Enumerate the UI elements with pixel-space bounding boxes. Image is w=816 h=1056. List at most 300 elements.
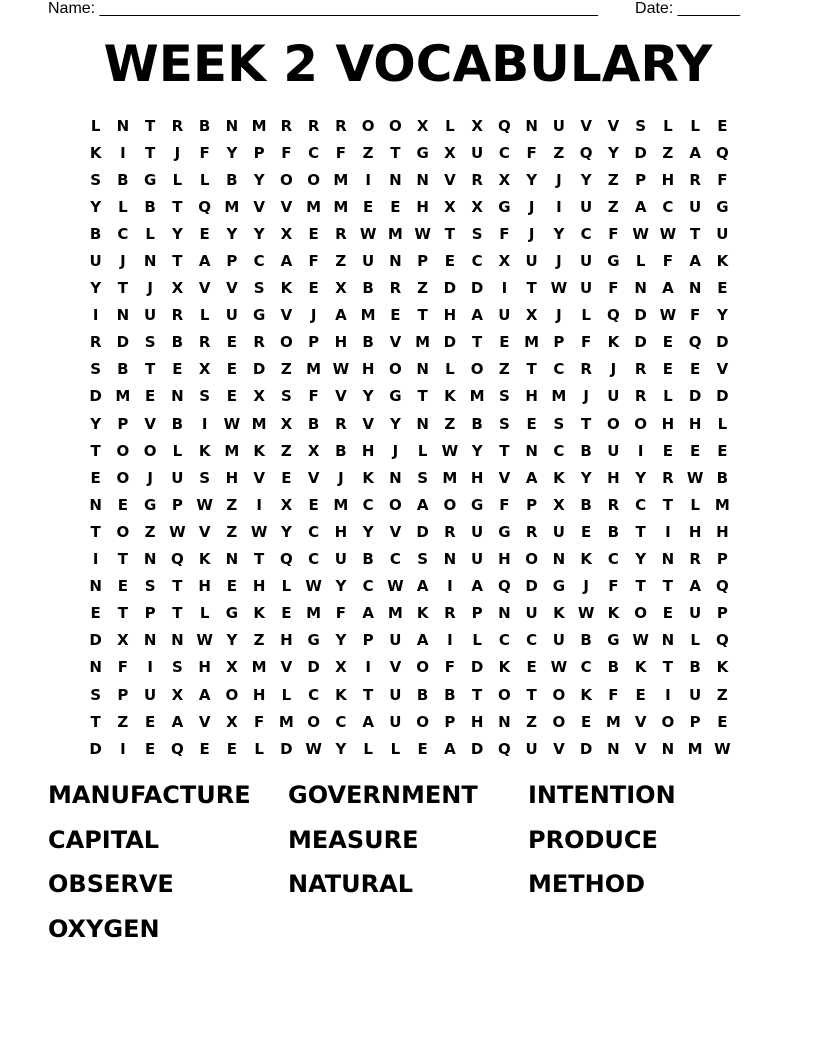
grid-letter: E	[90, 604, 101, 623]
grid-letter: M	[278, 712, 294, 731]
grid-letter: V	[198, 279, 211, 298]
grid-letter: O	[279, 333, 293, 352]
grid-letter: J	[556, 252, 562, 271]
grid-letter: R	[471, 170, 483, 189]
grid-letter: O	[525, 550, 538, 569]
grid-letter: D	[716, 333, 729, 352]
grid-letter: O	[116, 441, 130, 460]
grid-letter: B	[362, 333, 374, 352]
grid-letter: L	[199, 604, 210, 623]
grid-letter: D	[443, 279, 457, 298]
grid-letter: U	[389, 685, 402, 704]
grid-letter: X	[280, 414, 293, 433]
grid-letter: Y	[526, 170, 538, 189]
grid-letter: M	[306, 360, 322, 379]
grid-letter: R	[662, 468, 674, 487]
grid-letter: T	[390, 143, 401, 162]
grid-letter: K	[416, 604, 429, 623]
grid-letter: O	[307, 712, 320, 731]
grid-letter: N	[389, 468, 402, 487]
grid-letter: P	[226, 252, 238, 271]
grid-letter: E	[90, 468, 101, 487]
grid-letter: R	[307, 116, 320, 135]
grid-row	[82, 220, 736, 247]
grid-letter: K	[607, 333, 620, 352]
grid-letter: K	[580, 550, 592, 569]
grid-letter: C	[117, 224, 129, 243]
grid-letter: T	[581, 414, 592, 433]
grid-letter: W	[305, 739, 322, 758]
grid-letter: B	[362, 279, 374, 298]
grid-letter: R	[335, 116, 347, 135]
grid-letter: A	[416, 495, 429, 514]
grid-letter: W	[714, 739, 731, 758]
grid-letter: H	[607, 468, 620, 487]
date-field-label[interactable]: Date: _______	[635, 0, 740, 17]
name-field-label[interactable]: Name: ________________________________________________________	[48, 0, 598, 17]
word-list-item: INTENTION	[528, 781, 676, 809]
grid-letter: V	[198, 712, 211, 731]
grid-letter: Y	[553, 224, 565, 243]
grid-letter: T	[172, 197, 183, 216]
grid-letter: W	[686, 468, 704, 487]
grid-letter: T	[117, 604, 128, 623]
grid-letter: E	[281, 468, 292, 487]
grid-letter: V	[226, 279, 238, 298]
grid-letter: F	[308, 387, 319, 406]
grid-letter: X	[444, 197, 456, 216]
grid-letter: T	[145, 143, 156, 162]
grid-letter: F	[581, 333, 592, 352]
grid-letter: W	[196, 495, 213, 514]
grid-letter: D	[307, 658, 320, 677]
grid-letter: V	[607, 116, 620, 135]
grid-letter: R	[444, 604, 456, 623]
grid-letter: E	[117, 577, 128, 596]
grid-letter: U	[580, 279, 593, 298]
grid-letter: C	[607, 550, 619, 569]
grid-letter: B	[716, 468, 729, 487]
grid-row	[82, 491, 736, 518]
grid-letter: V	[280, 306, 293, 325]
grid-letter: S	[90, 170, 102, 189]
grid-letter: A	[689, 577, 701, 596]
grid-letter: S	[253, 279, 265, 298]
grid-letter: P	[444, 712, 456, 731]
grid-letter: A	[171, 712, 184, 731]
grid-letter: D	[89, 631, 102, 650]
grid-row	[82, 437, 736, 464]
grid-letter: Y	[335, 631, 347, 650]
grid-letter: K	[253, 441, 265, 460]
grid-letter: U	[144, 306, 157, 325]
grid-letter: N	[143, 631, 157, 650]
grid-letter: D	[634, 143, 647, 162]
grid-letter: Z	[226, 522, 238, 541]
grid-letter: E	[581, 712, 592, 731]
letter-grid	[82, 112, 736, 762]
grid-letter: U	[471, 522, 484, 541]
grid-letter: K	[553, 468, 565, 487]
grid-letter: U	[471, 143, 484, 162]
grid-letter: M	[333, 197, 349, 216]
grid-letter: N	[661, 631, 675, 650]
grid-letter: N	[416, 414, 429, 433]
grid-letter: D	[416, 522, 429, 541]
grid-letter: Y	[335, 577, 347, 596]
grid-letter: X	[498, 252, 511, 271]
grid-letter: H	[198, 577, 211, 596]
page-title: WEEK 2 VOCABULARY	[103, 35, 713, 93]
grid-letter: O	[470, 360, 484, 379]
grid-letter: J	[583, 387, 589, 406]
grid-letter: K	[198, 441, 211, 460]
grid-letter: O	[606, 414, 620, 433]
grid-letter: I	[556, 197, 562, 216]
grid-letter: D	[470, 279, 484, 298]
grid-letter: J	[310, 306, 317, 325]
grid-letter: I	[120, 143, 126, 162]
grid-letter: T	[662, 495, 673, 514]
grid-letter: Q	[497, 116, 511, 135]
grid-letter: Y	[90, 414, 102, 433]
grid-letter: G	[143, 495, 157, 514]
grid-letter: J	[147, 279, 153, 298]
grid-letter: F	[281, 143, 292, 162]
grid-letter: N	[389, 252, 402, 271]
grid-letter: P	[526, 495, 538, 514]
grid-letter: Z	[280, 441, 292, 460]
grid-letter: E	[717, 116, 728, 135]
grid-letter: W	[332, 360, 350, 379]
grid-letter: Z	[253, 631, 265, 650]
grid-letter: V	[389, 333, 402, 352]
grid-letter: N	[225, 116, 239, 135]
grid-letter: M	[360, 306, 376, 325]
grid-letter: M	[251, 658, 267, 677]
grid-letter: E	[717, 279, 728, 298]
grid-letter: Y	[253, 224, 265, 243]
word-list-item: METHOD	[528, 870, 646, 898]
grid-letter: Z	[335, 252, 347, 271]
grid-letter: U	[362, 252, 375, 271]
grid-letter: L	[663, 387, 673, 406]
grid-letter: D	[470, 658, 484, 677]
grid-letter: N	[525, 441, 538, 460]
grid-letter: G	[498, 522, 511, 541]
grid-letter: Z	[526, 712, 538, 731]
grid-letter: A	[416, 631, 429, 650]
grid-letter: Y	[362, 522, 374, 541]
grid-letter: X	[307, 441, 320, 460]
grid-letter: Y	[171, 224, 183, 243]
grid-letter: Y	[362, 387, 374, 406]
grid-letter: V	[389, 522, 402, 541]
grid-letter: U	[580, 197, 593, 216]
grid-letter: C	[308, 550, 320, 569]
grid-letter: C	[526, 631, 538, 650]
grid-letter: T	[417, 387, 428, 406]
grid-letter: N	[498, 604, 511, 623]
grid-letter: S	[90, 685, 102, 704]
word-list-item: CAPITAL	[48, 825, 160, 854]
grid-letter: W	[632, 631, 649, 650]
grid-letter: U	[471, 550, 484, 569]
grid-letter: I	[365, 170, 371, 189]
grid-letter: U	[334, 550, 347, 569]
grid-letter: Y	[716, 306, 728, 325]
grid-letter: T	[662, 658, 673, 677]
grid-letter: I	[92, 306, 99, 325]
grid-letter: U	[689, 197, 702, 216]
word-list-item: OXYGEN	[48, 914, 160, 943]
grid-letter: F	[499, 224, 510, 243]
grid-letter: V	[634, 712, 647, 731]
grid-letter: X	[117, 631, 129, 650]
grid-letter: N	[143, 252, 157, 271]
grid-letter: E	[499, 333, 510, 352]
grid-letter: E	[690, 360, 701, 379]
grid-letter: B	[117, 360, 129, 379]
grid-letter: K	[716, 252, 729, 271]
grid-letter: R	[634, 360, 647, 379]
grid-letter: C	[362, 577, 374, 596]
grid-letter: A	[198, 685, 211, 704]
grid-letter: T	[90, 441, 101, 460]
grid-letter: M	[224, 197, 240, 216]
grid-letter: C	[498, 143, 510, 162]
grid-letter: I	[501, 279, 508, 298]
grid-letter: N	[416, 360, 429, 379]
grid-letter: L	[690, 116, 700, 135]
grid-letter: H	[470, 468, 484, 487]
grid-letter: G	[470, 495, 484, 514]
grid-letter: I	[637, 441, 644, 460]
grid-letter: E	[281, 604, 292, 623]
grid-letter: K	[198, 550, 211, 569]
grid-letter: E	[226, 360, 237, 379]
grid-letter: Q	[170, 739, 184, 758]
grid-letter: D	[89, 387, 102, 406]
grid-letter: M	[387, 224, 403, 243]
grid-letter: F	[444, 658, 455, 677]
grid-letter: F	[526, 143, 537, 162]
grid-letter: S	[635, 116, 647, 135]
grid-letter: F	[608, 224, 619, 243]
grid-letter: D	[470, 739, 484, 758]
grid-letter: F	[608, 685, 619, 704]
grid-letter: A	[471, 306, 483, 325]
word-list-item: MANUFACTURE	[48, 781, 251, 809]
grid-letter: N	[688, 279, 702, 298]
grid-letter: L	[690, 631, 700, 650]
grid-letter: H	[252, 577, 266, 596]
grid-row	[82, 600, 736, 627]
grid-letter: H	[361, 441, 375, 460]
grid-letter: W	[169, 522, 186, 541]
grid-letter: T	[90, 712, 101, 731]
grid-letter: O	[116, 522, 130, 541]
grid-letter: E	[390, 197, 401, 216]
grid-letter: X	[525, 306, 538, 325]
grid-letter: N	[607, 739, 620, 758]
grid-letter: S	[471, 224, 483, 243]
grid-letter: C	[362, 495, 374, 514]
grid-letter: E	[172, 360, 183, 379]
grid-letter: Y	[280, 522, 292, 541]
grid-letter: W	[223, 414, 241, 433]
grid-letter: Y	[635, 550, 647, 569]
grid-letter: N	[416, 170, 429, 189]
grid-letter: H	[661, 414, 675, 433]
grid-letter: C	[335, 712, 347, 731]
grid-letter: T	[172, 252, 183, 271]
grid-letter: O	[388, 360, 402, 379]
grid-letter: N	[116, 116, 130, 135]
word-list-item: GOVERNMENT	[288, 781, 478, 809]
grid-letter: M	[469, 387, 485, 406]
grid-letter: Q	[715, 577, 729, 596]
grid-letter: F	[608, 279, 619, 298]
grid-letter: Y	[90, 197, 102, 216]
grid-letter: D	[252, 360, 266, 379]
grid-letter: U	[580, 252, 593, 271]
grid-letter: E	[226, 333, 237, 352]
grid-letter: X	[444, 143, 456, 162]
grid-letter: D	[579, 739, 593, 758]
grid-letter: N	[443, 550, 457, 569]
grid-letter: T	[662, 577, 673, 596]
grid-letter: Z	[226, 495, 238, 514]
grid-letter: P	[117, 414, 129, 433]
grid-letter: V	[144, 414, 156, 433]
grid-letter: E	[199, 739, 210, 758]
grid-letter: W	[550, 279, 568, 298]
grid-letter: K	[280, 279, 293, 298]
grid-letter: F	[717, 170, 728, 189]
grid-letter: M	[251, 414, 267, 433]
grid-letter: E	[117, 495, 128, 514]
grid-letter: X	[253, 387, 265, 406]
grid-letter: A	[280, 252, 293, 271]
grid-letter: X	[226, 712, 238, 731]
grid-letter: R	[171, 306, 184, 325]
grid-letter: N	[389, 170, 402, 189]
grid-letter: E	[444, 252, 455, 271]
grid-letter: Z	[607, 197, 619, 216]
grid-letter: W	[414, 224, 431, 243]
grid-letter: J	[528, 224, 535, 243]
grid-letter: E	[308, 495, 319, 514]
grid-letter: L	[690, 495, 700, 514]
grid-letter: L	[90, 116, 101, 135]
grid-letter: A	[689, 143, 701, 162]
grid-letter: M	[251, 116, 267, 135]
grid-letter: U	[498, 306, 511, 325]
grid-letter: U	[552, 631, 565, 650]
grid-letter: Q	[198, 197, 211, 216]
grid-letter: A	[444, 739, 456, 758]
grid-letter: E	[635, 685, 646, 704]
grid-letter: Z	[117, 712, 129, 731]
grid-letter: X	[335, 279, 347, 298]
grid-letter: L	[390, 739, 401, 758]
grid-letter: V	[362, 414, 374, 433]
grid-letter: N	[225, 550, 239, 569]
grid-letter: T	[635, 577, 646, 596]
grid-letter: L	[281, 577, 292, 596]
grid-letter: C	[662, 197, 674, 216]
grid-letter: R	[689, 170, 701, 189]
grid-letter: K	[634, 658, 647, 677]
grid-row	[82, 329, 736, 356]
grid-letter: N	[634, 279, 647, 298]
grid-letter: O	[143, 441, 157, 460]
grid-letter: N	[525, 116, 538, 135]
grid-letter: U	[552, 116, 565, 135]
grid-letter: O	[443, 495, 457, 514]
word-list-item: MEASURE	[288, 825, 419, 854]
grid-letter: B	[144, 197, 156, 216]
grid-letter: W	[305, 577, 322, 596]
grid-letter: M	[333, 170, 349, 189]
grid-letter: M	[306, 604, 322, 623]
grid-letter: B	[171, 333, 184, 352]
grid-letter: N	[89, 577, 102, 596]
grid-letter: B	[580, 631, 592, 650]
grid-letter: V	[198, 522, 211, 541]
grid-letter: U	[525, 739, 538, 758]
grid-letter: P	[553, 333, 565, 352]
grid-letter: Q	[715, 631, 729, 650]
grid-letter: E	[581, 522, 592, 541]
grid-letter: V	[634, 739, 647, 758]
grid-letter: V	[280, 197, 293, 216]
grid-row	[82, 464, 736, 491]
grid-letter: J	[556, 170, 562, 189]
grid-letter: K	[607, 604, 620, 623]
grid-letter: L	[635, 252, 646, 271]
grid-letter: Q	[579, 143, 593, 162]
grid-letter: D	[688, 387, 702, 406]
grid-letter: R	[253, 333, 265, 352]
grid-letter: U	[144, 685, 157, 704]
grid-letter: A	[362, 604, 374, 623]
grid-letter: B	[416, 685, 429, 704]
grid-letter: B	[444, 685, 456, 704]
grid-letter: H	[416, 197, 429, 216]
grid-letter: O	[225, 685, 239, 704]
grid-letter: O	[497, 685, 511, 704]
grid-letter: Y	[635, 468, 647, 487]
grid-letter: X	[553, 495, 565, 514]
grid-letter: A	[416, 577, 429, 596]
grid-letter: N	[89, 658, 102, 677]
grid-letter: C	[553, 360, 565, 379]
grid-letter: T	[145, 116, 156, 135]
grid-letter: Z	[662, 143, 674, 162]
grid-letter: L	[363, 739, 373, 758]
grid-row	[82, 247, 736, 274]
grid-letter: X	[171, 685, 184, 704]
grid-letter: J	[338, 468, 344, 487]
grid-letter: J	[174, 143, 181, 162]
grid-letter: L	[199, 170, 210, 189]
grid-letter: S	[199, 468, 211, 487]
grid-letter: X	[471, 197, 483, 216]
grid-letter: H	[443, 306, 457, 325]
word-list-item: NATURAL	[288, 870, 414, 898]
